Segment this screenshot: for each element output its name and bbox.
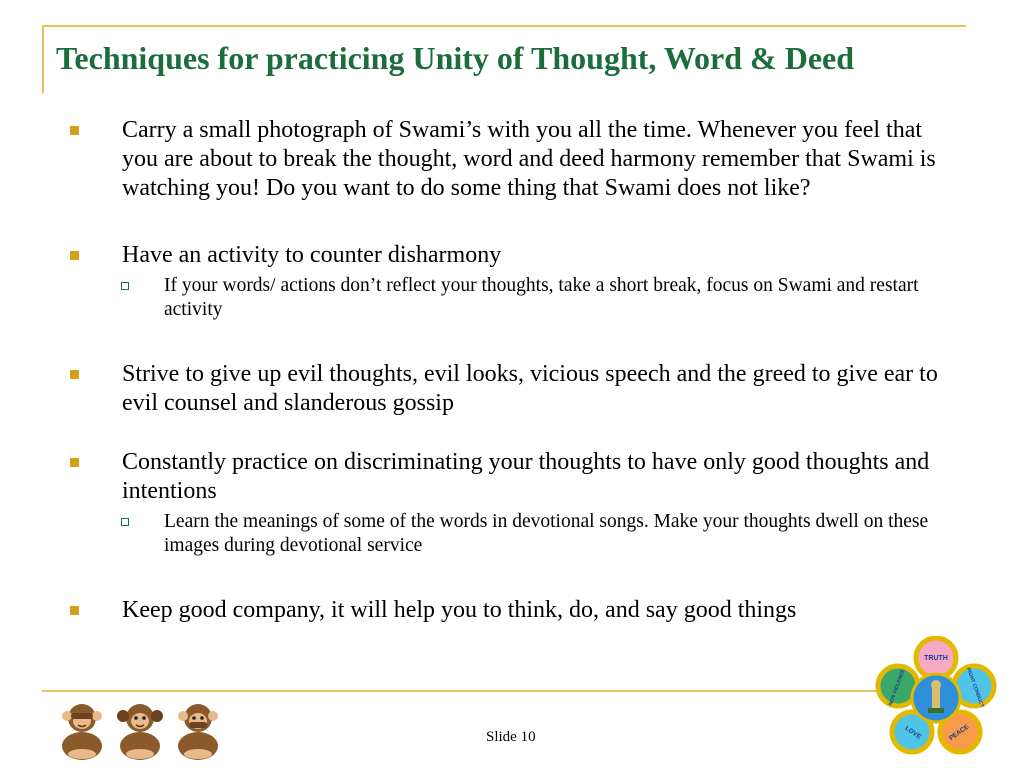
sub-bullet-marker bbox=[121, 518, 129, 526]
bullet-text: Have an activity to counter disharmony bbox=[122, 242, 502, 268]
petal-label-right-conduct: RIGHT CONDUCT bbox=[964, 666, 985, 709]
bullet-item-good-company bbox=[64, 596, 964, 625]
bullet-text: Keep good company, it will help you to think, do, and say good things bbox=[122, 597, 797, 623]
left-border-line bbox=[42, 25, 44, 93]
monkey-see-no-evil bbox=[62, 704, 102, 760]
bullet-item-activity bbox=[64, 241, 964, 270]
petal-label-non-violence: NON VIOLENCE bbox=[887, 668, 907, 707]
top-border-line bbox=[42, 25, 966, 27]
sub-bullet-item-devotional bbox=[64, 510, 964, 558]
sub-bullet-item-break bbox=[64, 274, 964, 322]
monkey-speak-no-evil bbox=[178, 704, 218, 760]
bullet-item-discriminating bbox=[64, 448, 964, 506]
petal-label-truth: TRUTH bbox=[924, 655, 948, 662]
slide-title: Techniques for practicing Unity of Thought, Word & Deed bbox=[56, 40, 855, 76]
bullet-item-photograph bbox=[64, 116, 964, 203]
bullet-marker bbox=[70, 606, 79, 615]
bullet-item-evil-thoughts bbox=[64, 360, 964, 418]
bullet-marker bbox=[70, 458, 79, 467]
bottom-border-line bbox=[42, 690, 908, 692]
human-values-emblem bbox=[874, 636, 998, 764]
sub-bullet-marker bbox=[121, 282, 129, 290]
bullet-marker bbox=[70, 370, 79, 379]
bullet-text: Strive to give up evil thoughts, evil looks, vicious speech and the greed to give ear to evil counsel and slanderous gossip bbox=[122, 361, 938, 416]
petal-label-peace: PEACE bbox=[947, 723, 971, 743]
bullet-marker bbox=[70, 251, 79, 260]
slide-number: Slide 10 bbox=[486, 729, 536, 745]
bullet-text: Constantly practice on discriminating your thoughts to have only good thoughts and intentions bbox=[122, 449, 930, 504]
bullet-list bbox=[64, 116, 964, 625]
bullet-marker bbox=[70, 126, 79, 135]
three-monkeys-image bbox=[52, 696, 228, 762]
bullet-text: Carry a small photograph of Swami’s with you all the time. Whenever you feel that you are about to break the thought, word and deed harmony remember that Swami is watching you! Do you want to do some thing that Swami does not like? bbox=[122, 117, 936, 201]
sub-bullet-text: If your words/ actions don’t reflect your thoughts, take a short break, focus on Swami and restart activity bbox=[164, 275, 919, 320]
petal-label-love: LOVE bbox=[903, 724, 923, 741]
sub-bullet-text: Learn the meanings of some of the words in devotional songs. Make your thoughts dwell on these images during devotional service bbox=[164, 511, 929, 556]
monkey-hear-no-evil bbox=[117, 704, 163, 760]
